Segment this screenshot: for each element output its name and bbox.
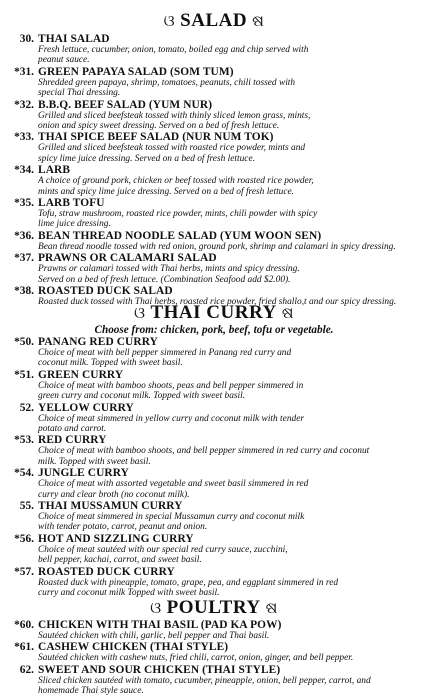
menu-item: [0, 336, 428, 369]
item-description: Sliced chicken sautéed with tomato, cucumber, pineapple, onion, bell pepper, carrot, and: [38, 675, 371, 686]
item-number: *37.: [14, 252, 34, 265]
menu-item: [0, 566, 428, 599]
item-description: Choice of meat with bamboo shoots, and bell pepper simmered in red curry and coconut: [38, 446, 370, 457]
menu-item: [0, 252, 428, 285]
menu-item: [0, 500, 428, 533]
menu-item: [0, 66, 428, 99]
menu-item: [0, 164, 428, 197]
item-description: Served on a bed of fresh lettuce. (Combination Seafood add $2.00).: [38, 274, 291, 285]
item-description: green curry and coconut milk. Topped with sweet basil.: [38, 391, 246, 402]
section-title: ଓ SALAD ଷ: [0, 10, 428, 32]
section-title: ଓ THAI CURRY ଷ: [0, 302, 428, 324]
item-description: Choice of meat with bell pepper simmered in Panang red curry and: [38, 348, 292, 358]
item-number: *35.: [14, 197, 34, 210]
item-number: *61.: [14, 641, 34, 654]
menu-item: [0, 619, 428, 641]
item-number: 62.: [19, 663, 34, 676]
item-description: bell pepper, kachai, carrot, and sweet basil.: [38, 555, 202, 566]
item-description: Sautéed chicken with chili, garlic, bell pepper and Thai basil.: [38, 631, 270, 641]
item-name: THAI MUSSAMUN CURRY: [38, 500, 183, 513]
item-number: 55.: [19, 500, 34, 513]
item-description: Roasted duck tossed with Thai herbs, roasted rice powder, fried shallo,t and our spicy dressing.: [38, 297, 397, 308]
item-description: Grilled and sliced beefsteak tossed with thinly sliced lemon grass, mints,: [38, 110, 311, 121]
item-description: peanut sauce.: [38, 55, 90, 66]
menu-item: [0, 641, 428, 663]
item-description: potato and carrot.: [38, 424, 107, 435]
item-description: Choice of meat simmered in yellow curry and coconut milk with tender: [38, 413, 305, 424]
item-number: 52.: [19, 401, 34, 414]
item-name: BEAN THREAD NOODLE SALAD (YUM WOON SEN): [38, 229, 322, 242]
item-description: curry and clear broth (no coconut milk).: [38, 489, 190, 500]
menu-item: [0, 533, 428, 566]
item-number: *33.: [14, 131, 34, 144]
item-name: LARB TOFU: [38, 197, 105, 210]
item-description: A choice of ground pork, chicken or beef tossed with roasted rice powder,: [38, 176, 314, 187]
section-title: ଓ POULTRY ଷ: [0, 597, 428, 619]
item-description: homemade Thai style sauce.: [38, 686, 144, 697]
item-name: SWEET AND SOUR CHICKEN (THAI STYLE): [38, 663, 281, 676]
item-description: Grilled and sliced beefsteak tossed with roasted rice powder, mints and: [38, 143, 306, 154]
item-description: coconut milk. Topped with sweet basil.: [38, 358, 183, 369]
menu-item: [0, 197, 428, 230]
item-description: Choice of meat simmered in special Mussamun curry and coconut milk: [38, 512, 305, 523]
menu-item: [0, 99, 428, 132]
item-name: RED CURRY: [38, 434, 107, 447]
item-number: *51.: [14, 368, 34, 381]
menu-item: [0, 131, 428, 164]
item-description: Choice of meat with assorted vegetable and sweet basil simmered in red: [38, 479, 309, 490]
item-number: *34.: [14, 164, 34, 177]
section-poultry: [0, 597, 428, 697]
item-description: Bean thread noodle tossed with red onion, ground pork, shrimp and calamari in spicy dressing.: [38, 241, 396, 252]
item-number: *57.: [14, 565, 34, 578]
item-name: GREEN PAPAYA SALAD (SOM TUM): [38, 65, 234, 78]
item-name: PRAWNS OR CALAMARI SALAD: [38, 252, 217, 265]
menu-item: [0, 230, 428, 252]
item-description: lime juice dressing.: [38, 219, 111, 230]
item-description: Choice of meat with bamboo shoots, peas and bell pepper simmered in: [38, 380, 304, 391]
menu-item: [0, 434, 428, 467]
ornament-right-icon: ଷ: [281, 305, 295, 322]
item-number: *54.: [14, 467, 34, 480]
item-number: *50.: [14, 336, 34, 348]
menu-item: [0, 369, 428, 402]
item-number: *60.: [14, 619, 34, 631]
item-number: *56.: [14, 532, 34, 545]
section-salad: [0, 10, 428, 308]
item-description: Roasted duck with pineapple, tomato, grape, pea, and eggplant simmered in red: [38, 577, 339, 588]
section-thai-curry: [0, 302, 428, 599]
item-name: YELLOW CURRY: [38, 401, 134, 414]
menu-item: [0, 33, 428, 66]
ornament-right-icon: ଷ: [252, 13, 265, 30]
item-name: HOT AND SIZZLING CURRY: [38, 532, 194, 545]
item-name: CASHEW CHICKEN (THAI STYLE): [38, 641, 229, 654]
item-description: Choice of meat sautéed with our special red curry sauce, zucchini,: [38, 544, 288, 555]
item-description: Tofu, straw mushroom, roasted rice powder, mints, chili powder with spicy: [38, 209, 318, 220]
item-name: JUNGLE CURRY: [38, 467, 129, 480]
item-description: Fresh lettuce, cucumber, onion, tomato, boiled egg and chip served with: [38, 45, 309, 55]
item-description: Sautéed chicken with cashew nuts, fried chili, carrot, onion, ginger, and bell pepper.: [38, 653, 354, 664]
item-description: special Thai dressing.: [38, 88, 121, 99]
ornament-left-icon: ଓ: [163, 13, 176, 30]
menu-item: [0, 467, 428, 500]
item-description: milk. Topped with sweet basil.: [38, 456, 151, 467]
item-number: *53.: [14, 434, 34, 447]
item-number: *31.: [14, 65, 34, 78]
item-name: PANANG RED CURRY: [38, 336, 158, 348]
item-name: THAI SALAD: [38, 33, 110, 45]
item-name: ROASTED DUCK SALAD: [38, 285, 173, 298]
ornament-left-icon: ଓ: [133, 305, 146, 322]
section-subtitle: Choose from: chicken, pork, beef, tofu or vegetable.: [94, 324, 334, 336]
item-description: spicy lime juice dressing. Served on a bed of fresh lettuce.: [38, 153, 255, 164]
ornament-right-icon: ଷ: [265, 600, 278, 617]
item-number: 30.: [19, 33, 34, 45]
ornament-left-icon: ଓ: [150, 600, 162, 617]
item-description: Shredded green papaya, shrimp, tomatoes, peanuts, chili tossed with: [38, 77, 296, 88]
item-description: with tender potato, carrot, peanut and onion.: [38, 522, 208, 533]
item-description: mints and spicy lime juice dressing. Served on a bed of fresh lettuce.: [38, 186, 295, 197]
item-number: *38.: [14, 285, 34, 298]
item-name: B.B.Q. BEEF SALAD (YUM NUR): [38, 98, 213, 111]
item-description: curry and coconut milk Topped with sweet basil.: [38, 588, 220, 599]
item-description: Prawns or calamari tossed with Thai herbs, mints and spicy dressing.: [38, 264, 300, 275]
item-name: GREEN CURRY: [38, 368, 124, 381]
item-name: THAI SPICE BEEF SALAD (NUR NUM TOK): [38, 131, 274, 144]
item-name: ROASTED DUCK CURRY: [38, 565, 175, 578]
item-name: CHICKEN WITH THAI BASIL (PAD KA POW): [38, 619, 282, 631]
menu-item: [0, 402, 428, 435]
item-number: *36.: [14, 229, 34, 242]
menu-item: [0, 664, 428, 697]
item-name: LARB: [38, 164, 71, 177]
item-number: *32.: [14, 98, 34, 111]
item-description: onion and spicy sweet dressing. Served on a bed of fresh lettuce.: [38, 121, 280, 132]
